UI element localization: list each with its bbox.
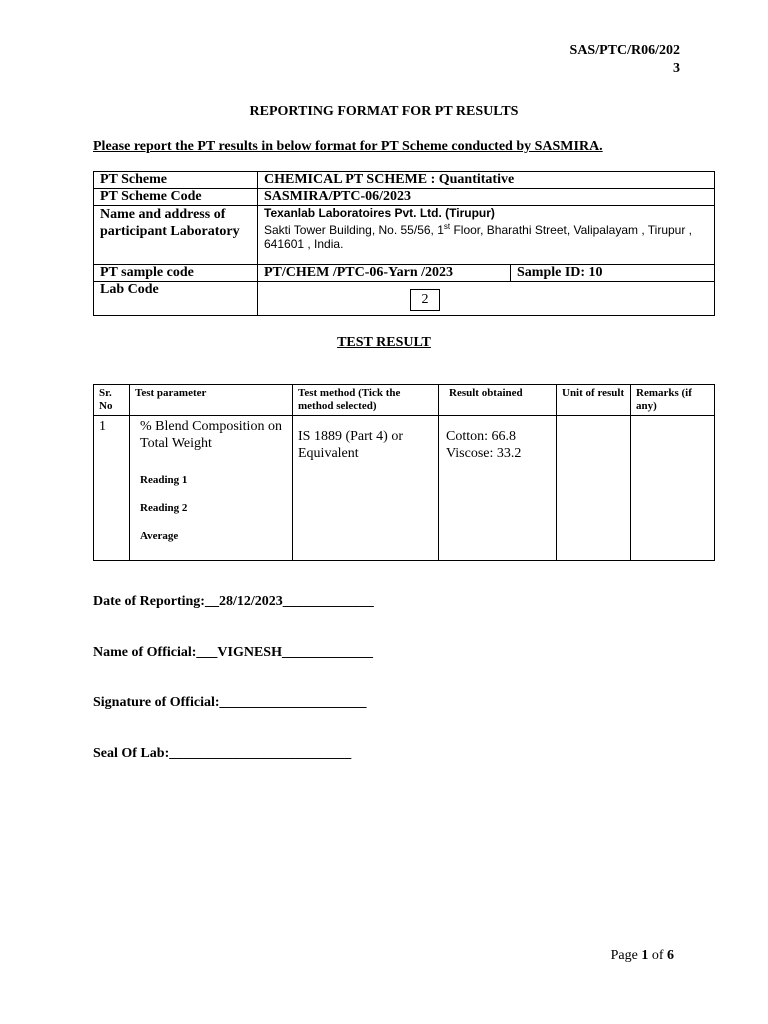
date-of-reporting: Date of Reporting:__28/12/2023_____________ xyxy=(93,594,374,609)
lab-code-label: Lab Code xyxy=(94,282,258,316)
page-number xyxy=(611,948,674,964)
instruction-text: Please report the PT results in below format for PT Scheme conducted by SASMIRA. xyxy=(93,139,603,154)
scheme-code-label: PT Scheme Code xyxy=(94,189,258,206)
lab-details xyxy=(258,206,715,265)
seal-of-lab: Seal Of Lab:__________________________ xyxy=(93,746,352,761)
test-result-heading: TEST RESULT xyxy=(337,335,431,350)
result-line2: Viscose: 33.2 xyxy=(446,446,522,461)
table-row xyxy=(94,416,715,561)
col-header-result: Result obtained xyxy=(439,385,557,416)
scheme-code-value: SASMIRA/PTC-06/2023 xyxy=(258,189,715,206)
lab-address-sup: st xyxy=(443,222,451,231)
row-method: IS 1889 (Part 4) or Equivalent xyxy=(298,429,403,461)
doc-ref-line2: 3 xyxy=(673,61,680,76)
lab-name: Texanlab Laboratoires Pvt. Ltd. (Tirupur) xyxy=(264,206,495,220)
info-row-code xyxy=(94,189,715,206)
page-title: REPORTING FORMAT FOR PT RESULTS xyxy=(249,104,519,119)
page-of: of xyxy=(648,948,667,963)
row-unit xyxy=(557,416,631,561)
doc-ref-line1: SAS/PTC/R06/202 xyxy=(569,43,680,58)
info-row-lab xyxy=(94,206,715,265)
document-reference xyxy=(540,42,680,78)
row-sr: 1 xyxy=(94,416,130,561)
lab-address-post: Floor, Bharathi Street, Valipalayam , Tirupur , 641601 , India. xyxy=(264,223,693,251)
col-header-unit: Unit of result xyxy=(557,385,631,416)
row-parameter-cell xyxy=(130,416,293,561)
info-row-scheme xyxy=(94,172,715,189)
signature-of-official: Signature of Official:_____________________ xyxy=(93,695,367,710)
results-header-row xyxy=(94,385,715,416)
lab-address-pre: Sakti Tower Building, No. 55/56, 1 xyxy=(264,223,444,237)
info-row-labcode xyxy=(94,282,715,316)
name-of-official: Name of Official:___VIGNESH_____________ xyxy=(93,645,373,660)
reading-1: Reading 1 xyxy=(140,474,188,486)
col-header-remarks: Remarks (if any) xyxy=(631,385,715,416)
col-header-sr: Sr. No xyxy=(94,385,130,416)
lab-code-box: 2 xyxy=(410,289,440,311)
col-header-parameter: Test parameter xyxy=(130,385,293,416)
page-total: 6 xyxy=(667,948,674,963)
lab-label: Name and address of participant Laboratory xyxy=(94,206,258,265)
sample-code-value: PT/CHEM /PTC-06-Yarn /2023 xyxy=(258,265,511,282)
col-header-method: Test method (Tick the method selected) xyxy=(293,385,439,416)
test-result-table xyxy=(93,384,715,561)
row-remarks xyxy=(631,416,715,561)
info-row-sample xyxy=(94,265,715,282)
page-prefix: Page xyxy=(610,948,642,963)
pt-scheme-label: PT Scheme xyxy=(94,172,258,189)
result-line1: Cotton: 66.8 xyxy=(446,429,517,444)
lab-code-cell xyxy=(258,282,715,316)
sample-id: Sample ID: 10 xyxy=(511,265,715,282)
row-result-cell xyxy=(439,416,557,561)
lab-address xyxy=(264,220,708,251)
row-parameter: % Blend Composition on Total Weight xyxy=(140,419,282,451)
scheme-info-table xyxy=(93,171,715,316)
pt-scheme-value: CHEMICAL PT SCHEME : Quantitative xyxy=(258,172,715,189)
row-method-cell xyxy=(293,416,439,561)
sample-code-label: PT sample code xyxy=(94,265,258,282)
average: Average xyxy=(140,530,179,542)
reading-2: Reading 2 xyxy=(140,502,188,514)
page-current: 1 xyxy=(641,948,649,963)
